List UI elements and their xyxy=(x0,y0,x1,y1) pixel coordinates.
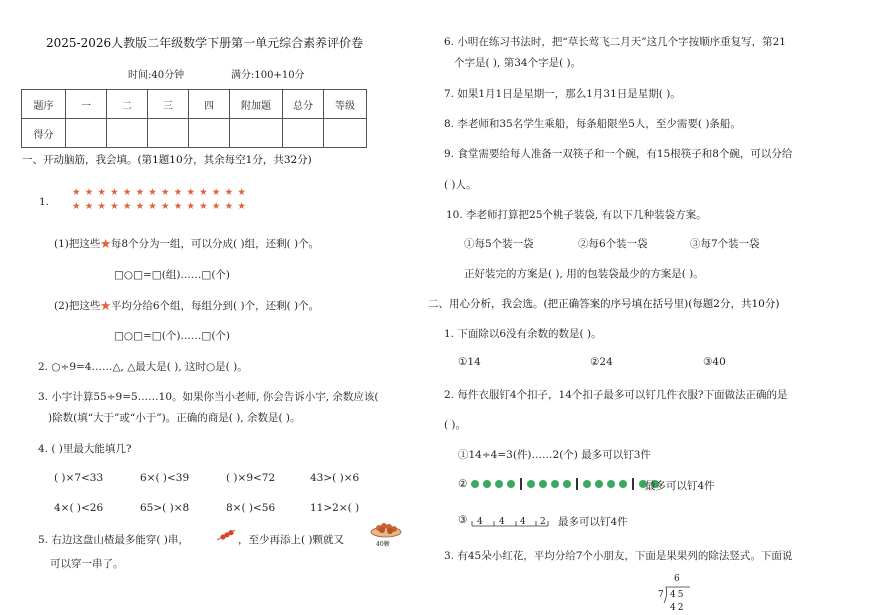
q6-line2: 个字是( ), 第34个字是( )。 xyxy=(454,57,582,69)
q10-option: ③每7个装一袋 xyxy=(690,238,760,250)
beads-diagram xyxy=(471,478,659,490)
s2-q2-option1: ①14÷4=3(件)……2(个) 最多可以钉3件 xyxy=(458,449,651,461)
score-table-header: 二 xyxy=(107,90,148,119)
score-cell[interactable] xyxy=(230,119,283,148)
s2-q3-line1: 3. 有45朵小红花，平均分给7个小朋友，下面是果果列的除法竖式。下面说 xyxy=(444,550,793,562)
score-table-header: 总分 xyxy=(283,90,324,119)
bead-icon xyxy=(607,480,615,488)
section-1-heading: 一、开动脑筋，我会填。(第1题10分，其余每空1分，共32分) xyxy=(22,154,312,166)
q1b-formula: □○□=□(个)……□(个) xyxy=(114,330,231,342)
s2-q1-option: ①14 xyxy=(458,356,481,368)
q4-item: 11>2×( ) xyxy=(310,502,360,514)
q4-item: ( )×9<72 xyxy=(226,472,276,484)
score-cell[interactable] xyxy=(283,119,324,148)
s2-q2-line1: 2. 每件衣服钉4个扣子，14个扣子最多可以钉几件衣服?下面做法正确的是 xyxy=(444,389,788,401)
score-table-header: 一 xyxy=(66,90,107,119)
star-icon: ★ xyxy=(100,300,111,312)
bead-icon xyxy=(563,480,571,488)
q3-line1: 3. 小宇计算55÷9=5……10。如果你当小老师, 你会告诉小宇, 余数应该( xyxy=(38,391,379,403)
page-title: 2025-2026人教版二年级数学下册第一单元综合素养评价卷 xyxy=(46,36,364,50)
q4-item: 65>( )×8 xyxy=(140,502,190,514)
division-product: 42 xyxy=(670,603,686,613)
s2-q1-option: ②24 xyxy=(590,356,613,368)
bead-icon xyxy=(551,480,559,488)
q2-text: 2. ○÷9=4……△, △最大是( ), 这时○是( )。 xyxy=(38,361,248,373)
score-table-header: 四 xyxy=(189,90,230,119)
divider-icon xyxy=(576,478,578,490)
division-divisor: 7 xyxy=(658,590,664,600)
q10-text: 10. 李老师打算把25个桃子装袋, 有以下几种装袋方案。 xyxy=(446,209,707,221)
division-quotient: 6 xyxy=(674,574,680,584)
q1a-suffix: 每8个分为一组，可以分成( )组，还剩( )个。 xyxy=(110,238,320,250)
number-line-label: 4 xyxy=(477,517,483,527)
plate-label: 40颗 xyxy=(376,541,390,548)
q4-item: 8×( )<56 xyxy=(226,502,276,514)
q1b-line xyxy=(54,298,319,313)
q7-text: 7. 如果1月1日是星期一，那么1月31日是星期( )。 xyxy=(444,88,681,100)
s2-q2-line2: ( )。 xyxy=(444,419,467,431)
number-line-label: 2 xyxy=(540,517,546,527)
q4-title: 4. ( )里最大能填几? xyxy=(38,443,132,455)
divider-icon xyxy=(632,478,634,490)
bead-icon xyxy=(539,480,547,488)
hawthorn-plate-icon xyxy=(370,518,402,538)
score-table-header: 附加题 xyxy=(230,90,283,119)
score-cell[interactable] xyxy=(66,119,107,148)
star-icon: ★ xyxy=(100,238,111,250)
q3-line2: )除数(填“大于”或“小于”)。正确的商是( ), 余数是( )。 xyxy=(48,412,301,424)
exam-time: 时间:40分钟 xyxy=(128,70,185,81)
score-cell[interactable] xyxy=(148,119,189,148)
number-line-label: 4 xyxy=(499,517,505,527)
q1b-suffix: 平均分给6个组，每组分到( )个，还剩( )个。 xyxy=(110,300,320,312)
score-table-header-row xyxy=(22,90,367,119)
q10-answer: 正好装完的方案是( ), 用的包装袋最少的方案是( )。 xyxy=(464,268,704,280)
bead-icon xyxy=(507,480,515,488)
q9-line1: 9. 食堂需要给每人准备一双筷子和一个碗，有15根筷子和8个碗，可以分给 xyxy=(444,148,793,160)
s2-q2-option3-text: 最多可以钉4件 xyxy=(558,516,628,528)
score-row-label: 得分 xyxy=(22,119,66,148)
q4-item: 4×( )<26 xyxy=(54,502,104,514)
q4-item: 6×( )<39 xyxy=(140,472,190,484)
q5-line2: 可以穿一串了。 xyxy=(50,558,124,570)
bead-icon xyxy=(495,480,503,488)
candied-haw-stick-icon xyxy=(215,528,237,542)
score-table-row xyxy=(22,119,367,148)
score-cell[interactable] xyxy=(107,119,148,148)
q6-line1: 6. 小明在练习书法时，把“草长莺飞二月天”这几个字按顺序重复写，第21 xyxy=(444,36,786,48)
star-row-icon: ★★★★★★★★★★★★★★ xyxy=(72,201,251,212)
divider-icon xyxy=(520,478,522,490)
q10-option: ①每5个装一袋 xyxy=(464,238,534,250)
q5-line1b: ，至少再添上( )颗就又 xyxy=(238,534,345,546)
exam-score: 满分:100+10分 xyxy=(231,70,305,81)
score-cell[interactable] xyxy=(189,119,230,148)
q8-text: 8. 李老师和35名学生乘船，每条船限坐5人，至少需要( )条船。 xyxy=(444,118,741,130)
number-line-label: 4 xyxy=(520,517,526,527)
q1a-line xyxy=(54,236,319,251)
s2-q2-option3-label: ③ xyxy=(458,514,468,526)
bead-icon xyxy=(583,480,591,488)
s2-q1-text: 1. 下面除以6没有余数的数是( )。 xyxy=(444,328,602,340)
s2-q2-option2-text: 最多可以钉4件 xyxy=(645,480,715,492)
star-row-icon: ★★★★★★★★★★★★★★ xyxy=(72,187,251,198)
q9-line2: ( )人。 xyxy=(444,179,477,191)
bead-icon xyxy=(595,480,603,488)
q5-line1: 5. 右边这盘山楂最多能穿( )串， xyxy=(38,534,189,546)
section-2-heading: 二、用心分析，我会选。(把正确答案的序号填在括号里)(每题2分，共10分) xyxy=(428,298,780,310)
q1-number: 1. xyxy=(39,196,50,208)
score-table-header: 题序 xyxy=(22,90,66,119)
q4-item: 43>( )×6 xyxy=(310,472,360,484)
division-dividend: 45 xyxy=(670,590,686,600)
q1a-formula: □○□=□(组)……□(个) xyxy=(114,269,231,281)
score-table-header: 三 xyxy=(148,90,189,119)
s2-q2-option2-label: ② xyxy=(458,478,468,490)
bead-icon xyxy=(483,480,491,488)
bead-icon xyxy=(527,480,535,488)
s2-q1-option: ③40 xyxy=(703,356,726,368)
q10-option: ②每6个装一袋 xyxy=(578,238,648,250)
score-table xyxy=(21,89,367,148)
q4-item: ( )×7<33 xyxy=(54,472,104,484)
bead-icon xyxy=(619,480,627,488)
score-cell[interactable] xyxy=(324,119,367,148)
q1a-prefix: (1)把这些 xyxy=(54,238,101,250)
score-table-header: 等级 xyxy=(324,90,367,119)
q1b-prefix: (2)把这些 xyxy=(54,300,101,312)
bead-icon xyxy=(471,480,479,488)
